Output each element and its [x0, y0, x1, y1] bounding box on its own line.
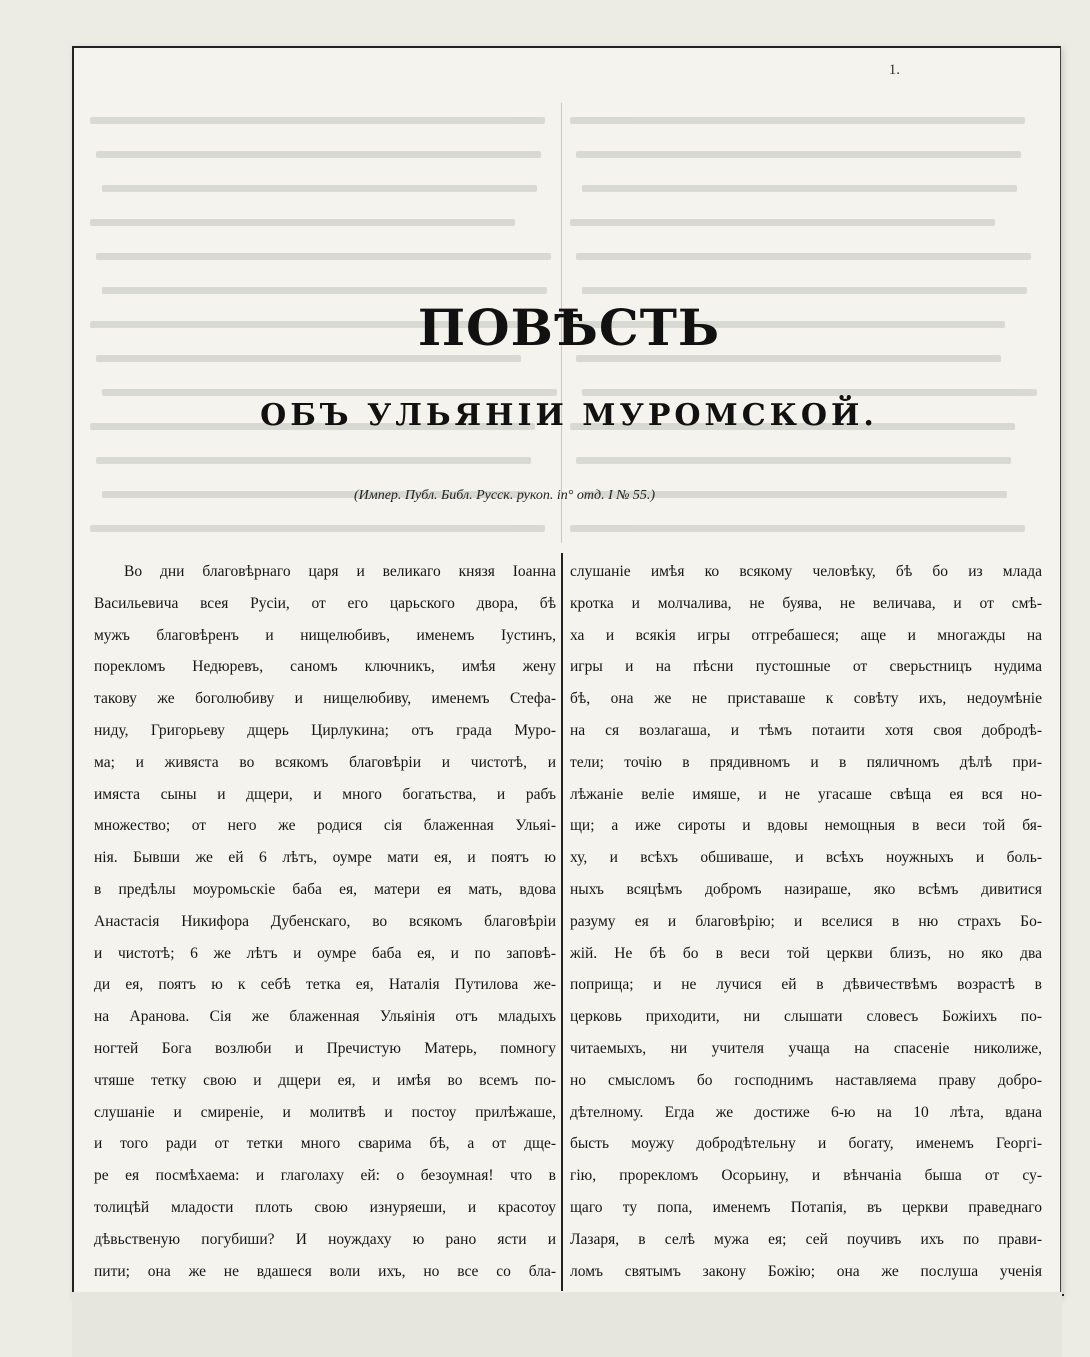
- text-line: толицѣй младости плоть свою изнуряеши, и красотоу: [94, 1198, 556, 1216]
- show-through-line: [102, 287, 547, 294]
- text-line: ха и всякія игры отгребашеся; аще и многажды на: [570, 626, 1042, 644]
- text-line: ниду, Григорьеву дщерь Цирлукина; отъ града Муро-: [94, 721, 556, 739]
- text-line: разуму ея и благовѣрію; и вселися в ню страхъ Бо-: [570, 912, 1042, 930]
- text-line: чтяше тетку свою и дщери ея, и имѣя во всемъ по-: [94, 1071, 556, 1089]
- show-through-line: [582, 287, 1027, 294]
- text-line: такову же боголюбиву и нищелюбиву, именемъ Стефа-: [94, 690, 556, 708]
- show-through-line: [570, 219, 995, 226]
- text-line: множество; от него же родися сія блаженная Ульяі-: [94, 817, 556, 835]
- page-title: ПОВѢСТЬ: [417, 298, 721, 357]
- show-through-line: [582, 185, 1017, 192]
- column-divider: [561, 553, 563, 1291]
- text-column-left: [94, 556, 556, 1319]
- text-line: щи; а иже сироты и вдовы немощныя в веси той бя-: [570, 817, 1042, 835]
- text-line: и чистотѣ; 6 же лѣтъ и оумре баба ея, и по заповѣ-: [94, 944, 556, 962]
- text-line: кротка и молчалива, не буява, не величава, и от смѣ-: [570, 594, 1042, 612]
- book-page: [72, 46, 1061, 1298]
- show-through-line: [90, 219, 515, 226]
- text-line: Во дни благовѣрнаго царя и великаго князя Іоанна: [124, 563, 556, 580]
- text-line: нія. Бывши же ей 6 лѣтъ, оумре мати ея, и поятъ ю: [94, 849, 556, 867]
- text-line: дѣтелному. Егда же достиже 6-ю на 10 лѣта, вдана: [570, 1103, 1042, 1121]
- text-line: дѣвьственую погубиши? И ноуждаху ю рано ясти и: [94, 1230, 556, 1248]
- text-line: слушаніе и смиреніе, и молитвѣ и постоу прилѣжаше,: [94, 1103, 556, 1121]
- text-line: мужъ благовѣренъ и нищелюбивъ, именемъ Іустинъ,: [94, 626, 556, 644]
- text-line: читаемыхъ, ни учителя учаща на спасеніе николиже,: [570, 1039, 1042, 1057]
- show-through-line: [102, 389, 557, 396]
- show-through-line: [576, 457, 1011, 464]
- text-line: гію, прорекломъ Осорьину, и вѣнчаніа быша от су-: [570, 1167, 1042, 1185]
- text-line: бысть моужу добродѣтельну и богату, именемъ Георгі-: [570, 1135, 1042, 1153]
- text-line: ре ея посмѣхаема: и глаголаху ей: о безоумная! что в: [94, 1167, 556, 1185]
- text-line: ломъ святымъ закону Божію; она же послуша ученія: [570, 1262, 1042, 1280]
- show-through-line: [570, 117, 1025, 124]
- text-line: поприща; и не лучися ей в дѣвичествѣмъ возрастѣ в: [570, 976, 1042, 994]
- text-line: слушаніе имѣя ко всякому человѣку, бѣ бо из млада: [570, 563, 1042, 580]
- show-through-line: [102, 185, 537, 192]
- text-line: Васильевича всея Русіи, от его царьского двора, бѣ: [94, 594, 556, 612]
- text-line: ди ея, поятъ ю к себѣ тетка ея, Наталія Путилова же-: [94, 976, 556, 994]
- show-through-line: [96, 457, 531, 464]
- text-line: ху, и всѣхъ обшиваше, и всѣхъ ноужныхъ и боль-: [570, 849, 1042, 867]
- show-through-line: [96, 151, 541, 158]
- text-line: на ся возлагаша, и тѣмъ потаити хотя своя добродѣ-: [570, 721, 1042, 739]
- text-line: порекломъ Недюревъ, саномъ ключникъ, имѣя жену: [94, 658, 556, 676]
- text-line: пити; она же не вдашеся воли ихъ, но все со бла-: [94, 1262, 556, 1280]
- text-line: церковь приходити, ни слышати словесъ Божіихъ по-: [570, 1008, 1042, 1026]
- show-through-line: [582, 389, 1037, 396]
- text-line: тели; точію в прядивномъ и в пяличномъ дѣлѣ при-: [570, 753, 1042, 771]
- text-line: в предѣлы моуромьскіе баба ея, матери ея мать, вдова: [94, 880, 556, 898]
- show-through-line: [576, 151, 1021, 158]
- text-column-right: [570, 556, 1042, 1319]
- page-margin-bottom: [72, 1292, 1062, 1357]
- show-through-line: [576, 253, 1031, 260]
- text-line: на Аранова. Сія же блаженная Ульяінія отъ младыхъ: [94, 1008, 556, 1026]
- text-line: игры и на пѣсни пустошные от сверьстницъ нудима: [570, 658, 1042, 676]
- text-line: и того ради от тетки много сварима бѣ, а от дще-: [94, 1135, 556, 1153]
- text-line: ныхъ всяцѣмъ добромъ назираше, яко всѣмъ дивитися: [570, 880, 1042, 898]
- text-line: Анастасія Никифора Дубенскаго, во всякомъ благовѣріи: [94, 912, 556, 930]
- text-line: лѣжаніе веліе имяше, и не угасаше свѣща ея вся но-: [570, 785, 1042, 803]
- show-through-line: [570, 525, 1025, 532]
- text-line: имяста сыны и дщери, и много богатьства, и рабъ: [94, 785, 556, 803]
- show-through-line: [96, 253, 551, 260]
- text-line: Лазаря, в селѣ мужа ея; сей поучивъ ихъ по прави-: [570, 1230, 1042, 1248]
- show-through-line: [90, 525, 545, 532]
- text-line: щаго ту попа, именемъ Потапія, въ церкви праведнаго: [570, 1198, 1042, 1216]
- text-line: ма; и живяста во всякомъ благовѣріи и чистотѣ, и: [94, 753, 556, 771]
- source-citation: (Импер. Публ. Библ. Русск. рукоп. in° отд. I № 55.): [354, 488, 656, 503]
- page-subtitle: ОБЪ УЛЬЯНІИ МУРОМСКОЙ.: [260, 398, 878, 433]
- page-folio: 1.: [888, 62, 900, 78]
- show-through-line: [90, 117, 545, 124]
- text-line: но смысломъ бо господнимъ наставляема праву добро-: [570, 1071, 1042, 1089]
- text-line: жій. Не бѣ бо в веси той церкви близъ, но яко два: [570, 944, 1042, 962]
- text-line: бѣ, она же не приставаше к совѣту ихъ, недоумѣніе: [570, 690, 1042, 708]
- text-line: ногтей Бога возлюби и Пречистую Матерь, помногу: [94, 1039, 556, 1057]
